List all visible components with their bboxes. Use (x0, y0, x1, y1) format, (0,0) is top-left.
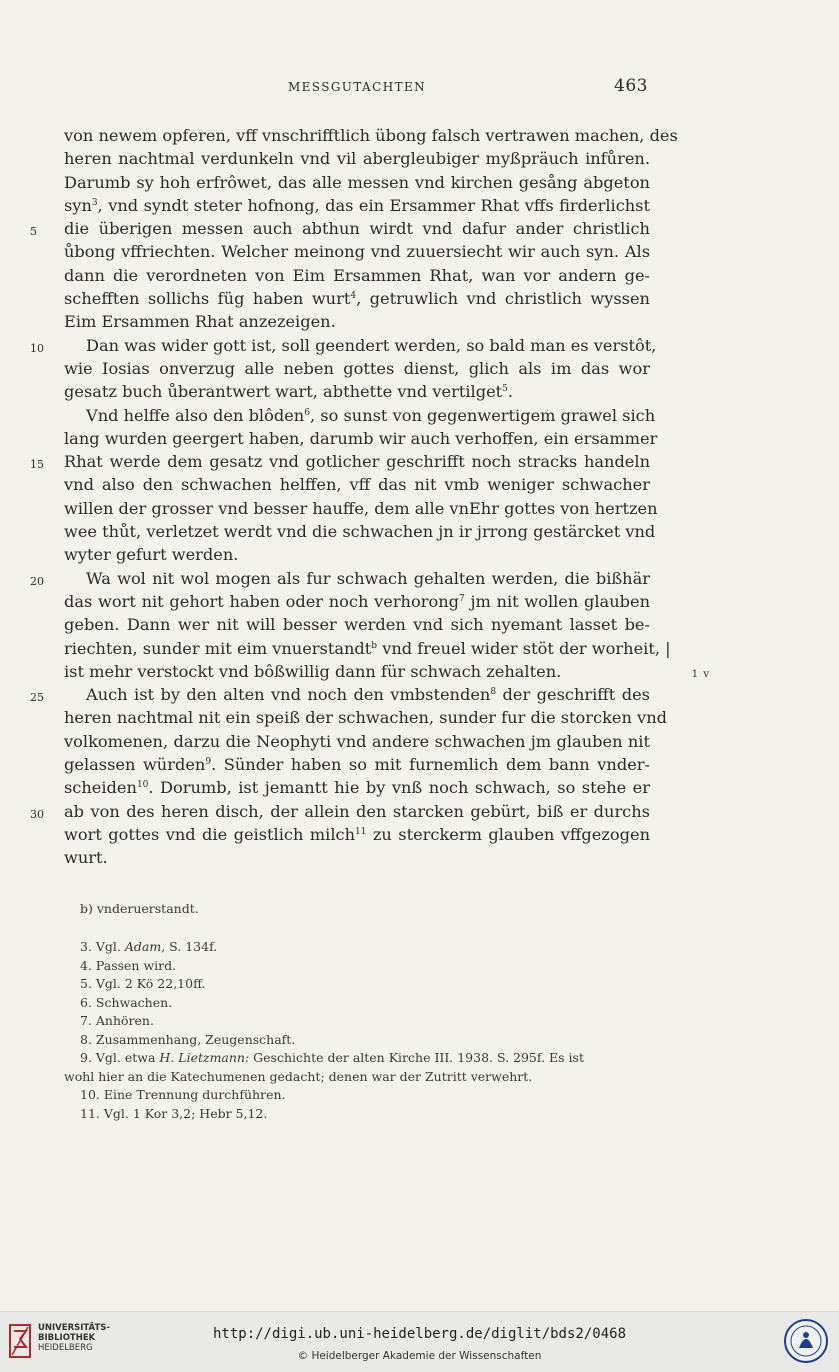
text-line: ůbong vffriechten. Welcher meinong vnd zuuersiecht wir auch syn. Als (64, 242, 650, 262)
permalink-url[interactable]: http://digi.ub.uni-heidelberg.de/diglit/bds2/0468 (212, 1326, 626, 1342)
text-line: Darumb sy hoh erfrôwet, das alle messen vnd kirchen gesång abgeton (64, 172, 650, 192)
line-number: 25 (30, 691, 44, 705)
main-text (30, 124, 710, 870)
text-line: syn$^3$, vnd syndt steter hofnong, das ein Ersammer Rhat vffs firderlichst (64, 195, 650, 215)
variant-ref: b (371, 640, 378, 651)
text-line: geben. Dann wer nit will besser werden vnd sich nyemant lasset be- (64, 615, 650, 635)
text-line: wie Iosias onverzug alle neben gottes dienst, glich als im das wor (64, 358, 650, 378)
footnote: 11. Vgl. 1 Kor 3,2; Hebr 5,12. (80, 1105, 268, 1121)
text-line: Vnd helffe also den blôden$^6$, so sunst von gegenwertigem grawel sich (86, 405, 656, 425)
footnote: 8. Zusammenhang, Zeugenschaft. (80, 1031, 296, 1047)
footnote-ref: 7 (459, 593, 465, 604)
line-number: 5 (30, 225, 37, 239)
footnote: 7. Anhören. (80, 1013, 154, 1028)
text-line: schefften sollichs füg haben wurt$^4$, getruwlich vnd christlich wyssen (64, 289, 650, 309)
footnote: 10. Eine Trennung durchführen. (80, 1087, 286, 1102)
text-line: scheiden$^{10}$. Dorumb, ist jemantt hie by vnß noch schwach, so stehe er (64, 778, 650, 798)
text-line: von newem opferen, vff vnschrifftlich übong falsch vertrawen machen, des (64, 126, 678, 145)
text-line: das wort nit gehort haben oder noch verhorong$^7$ jm nit wollen glauben (64, 591, 650, 611)
variant-note: b) vnderuerstandt. (80, 901, 199, 916)
text-line: lang wurden geergert haben, darumb wir auch verhoffen, ein ersammer (64, 428, 658, 448)
footnote-ref: 3 (91, 197, 98, 208)
footnote: 4. Passen wird. (80, 957, 177, 973)
text-line: volkomenen, darzu die Neophyti vnd andere schwachen jm glauben nit (64, 731, 650, 751)
library-name: UNIVERSITÄTS- BIBLIOTHEK HEIDELBERG (38, 1323, 110, 1353)
text-line: Eim Ersammen Rhat anzezeigen. (64, 312, 336, 332)
viewer-footer (0, 1311, 839, 1372)
text-line: 30 ab von des heren disch, der allein den starcken gebürt, biß er durchs (64, 800, 650, 823)
text-line: willen der grosser vnd besser hauffe, dem alle vnEhr gottes von hertzen (64, 498, 658, 518)
copyright-notice: © Heidelberger Akademie der Wissenschaften (297, 1350, 542, 1362)
text-line: 20 Wa wol nit wol mogen als fur schwach gehalten werden, die bißhär (64, 567, 650, 590)
text-line: wort gottes vnd die geistlich milch$^{11}$ zu sterckerm glauben vffgezogen (64, 824, 650, 844)
footnote-ref: 11 (355, 826, 367, 837)
text-line: wee thůt, verletzet werdt vnd die schwachen jn ir jrrong gestärcket vnd (64, 522, 656, 542)
footnote: 5. Vgl. 2 Kö 22,10ff. (80, 976, 206, 991)
text-line: heren nachtmal verdunkeln vnd vil abergleubiger myßpräuch infůren. (64, 149, 650, 169)
text-line: gesatz buch ůberantwert wart, abthette vnd vertilget$^5$. (64, 382, 514, 402)
text-line: ist mehr verstockt vnd bôßwillig dann für schwach zehalten. 1 v (64, 660, 650, 683)
footnote-ref: 10 (136, 780, 149, 791)
text-line: wurt. (64, 848, 108, 868)
line-number: 20 (30, 574, 44, 588)
text-line: 5 die überigen messen auch abthun wirdt vnd dafur ander christlich (64, 217, 650, 240)
footnote-ref: 8 (490, 687, 497, 698)
line-number: 30 (30, 807, 44, 821)
text-line: riechten, sunder mit eim vnuerstandt$^b$ vnd freuel wider stöt der worheit, | (64, 638, 671, 658)
footnote-ref: 9 (205, 757, 212, 768)
footnote: 9. Vgl. etwa H. Lietzmann: Geschichte der alten Kirche III. 1938. S. 295f. Es ist (80, 1050, 584, 1065)
footnote-ref: 6 (304, 407, 310, 418)
text-line: 25 Auch ist by den alten vnd noch den vmbstenden$^8$ der geschrifft des (64, 683, 650, 706)
text-line: heren nachtmal nit ein speiß der schwachen, sunder fur die storcken vnd (64, 708, 667, 728)
folio-marker: 1 v (691, 668, 710, 680)
footnote: 3. Vgl. Adam, S. 134f. (80, 939, 218, 954)
line-number: 15 (30, 458, 44, 472)
text-line: 15 Rhat werde dem gesatz vnd gotlicher geschrifft noch stracks handeln (64, 450, 650, 473)
text-line: vnd also den schwachen helffen, vff das nit vmb weniger schwacher (64, 475, 650, 495)
footnote-ref: 4 (350, 291, 357, 302)
running-title: MESSGUTACHTEN (287, 80, 427, 94)
footnotes (64, 938, 650, 1123)
line-number: 10 (30, 341, 44, 355)
variant-apparatus (64, 900, 650, 919)
text-line: 10 Dan was wider gott ist, soll geendert werden, so bald man es verstôt, (64, 334, 650, 357)
footnote: 6. Schwachen. (80, 994, 173, 1010)
text-line: dann die verordneten von Eim Ersammen Rhat, wan vor andern ge- (64, 265, 650, 285)
text-line: gelassen würden$^9$. Sünder haben so mit furnemlich dem bann vnder- (64, 755, 650, 775)
academy-seal-icon (783, 1318, 829, 1364)
running-head (64, 78, 650, 98)
text-line: wyter gefurt werden. (64, 545, 239, 565)
footnote-ref: 5 (502, 384, 508, 395)
footnote-continuation: wohl hier an die Katechumenen gedacht; denen war der Zutritt verwehrt. (64, 1068, 533, 1084)
page-number: 463 (614, 76, 648, 96)
